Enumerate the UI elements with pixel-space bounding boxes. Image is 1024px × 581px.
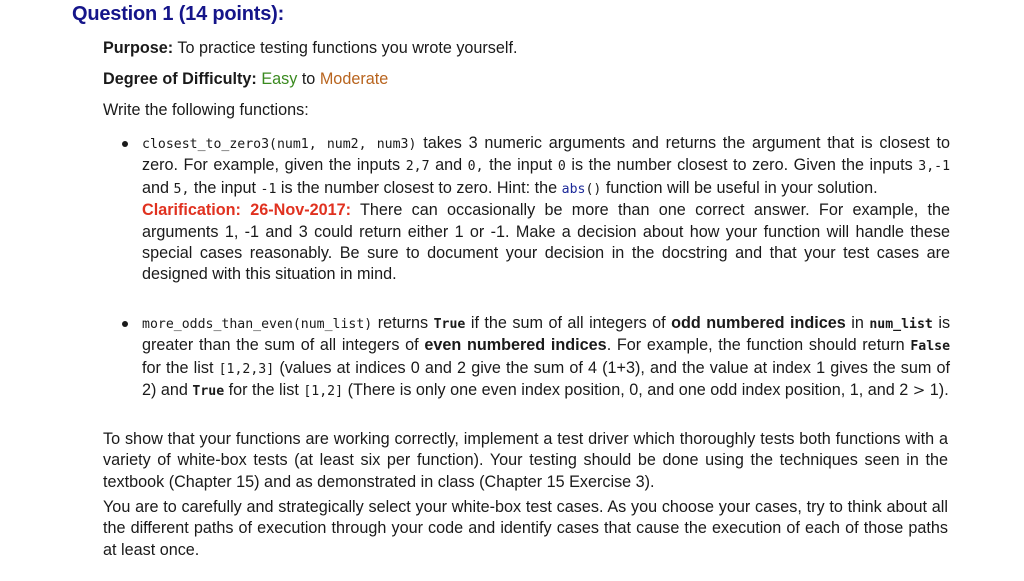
paragraph-white-box: You are to carefully and strategically select your white-box test cases. As you choose your cases, try to think about all the different paths of execution through your code and identify cases that cause the execution of each of those paths at least once. bbox=[103, 498, 948, 559]
bullet-dot-1 bbox=[122, 141, 128, 147]
bullet1-text: function will be useful in your solution. bbox=[605, 178, 878, 197]
bullet1-text: is the number closest to zero. Hint: the bbox=[280, 178, 558, 197]
bullet2-text: (values at indices 0 and 2 give the sum of 4 (1+3), and the value at index 1 gives the sum of 2) and bbox=[142, 358, 950, 400]
bullet1-text: and bbox=[435, 156, 463, 175]
code-num-list: num_list bbox=[869, 317, 933, 332]
code-inline: 0, bbox=[467, 159, 484, 175]
difficulty-easy: Easy bbox=[261, 70, 298, 88]
code-inline: 0 bbox=[557, 159, 566, 175]
code-parens: () bbox=[585, 181, 602, 197]
code-abs: abs bbox=[561, 181, 586, 197]
intro-text: Write the following functions: bbox=[103, 101, 309, 119]
bullet1-description bbox=[142, 133, 950, 200]
code-inline: 3,-1 bbox=[918, 159, 951, 175]
bullet2-text: for the list bbox=[142, 358, 214, 377]
difficulty-line bbox=[103, 69, 388, 90]
code-inline: -1 bbox=[260, 181, 277, 197]
code-list: [1,2,3] bbox=[218, 361, 275, 377]
code-false: False bbox=[910, 339, 951, 355]
bullet2-text: (There is only one even index position, 0, and one odd index position, 1, and 2 bbox=[347, 381, 909, 400]
difficulty-to: to bbox=[301, 70, 316, 88]
bullet2-text: if the sum of all integers of bbox=[470, 314, 666, 332]
bullet1-text: takes 3 numeric arguments and returns the argument that is closest to zero. For example, given the inputs bbox=[142, 134, 950, 175]
purpose-line bbox=[103, 38, 518, 59]
bullet1-text: the input bbox=[489, 156, 553, 175]
clarification-text: There can occasionally be more than one correct answer. For example, the arguments 1, -1 and 3 could return either 1 or -1. Make a decision about how your function will handle these special cases reasonably. Be sure to document your decision in the docstring and that your test cases are designed with this situation in mind. bbox=[142, 201, 950, 284]
bullet2-text: returns bbox=[377, 314, 429, 332]
code-true: True bbox=[433, 317, 466, 332]
bullet1-text: the input bbox=[193, 178, 257, 197]
bullet-dot-2 bbox=[122, 321, 128, 327]
bullet1-text: and bbox=[142, 178, 170, 197]
code-list: [1,2] bbox=[303, 384, 344, 400]
code-inline: 2,7 bbox=[405, 159, 430, 175]
purpose-label: Purpose: bbox=[103, 39, 174, 57]
bullet2-text: for the list bbox=[228, 381, 299, 400]
code-signature-more-odds: more_odds_than_even(num_list) bbox=[142, 317, 373, 332]
bullet-more-odds-than-even bbox=[142, 313, 950, 403]
greater-than-symbol: > bbox=[912, 381, 926, 400]
code-inline: 5, bbox=[173, 181, 190, 197]
clarification-label: Clarification: 26-Nov-2017: bbox=[142, 201, 352, 220]
bullet2-text: in bbox=[851, 314, 864, 332]
emphasis-even-indices: even numbered indices bbox=[424, 336, 607, 355]
bullet-closest-to-zero bbox=[142, 133, 950, 286]
code-signature-closest: closest_to_zero3(num1, num2, num3) bbox=[142, 137, 417, 152]
bullet2-text: is greater than the sum of all integers of bbox=[142, 314, 951, 355]
emphasis-odd-indices: odd numbered indices bbox=[671, 314, 846, 332]
difficulty-label: Degree of Difficulty: bbox=[103, 70, 257, 88]
purpose-text: To practice testing functions you wrote yourself. bbox=[177, 39, 518, 57]
clarification-block bbox=[142, 200, 950, 286]
paragraph-testing: To show that your functions are working correctly, implement a test driver which thoroughly tests both functions with a variety of white-box tests (at least six per function). Your testing should be done using the techniques seen in the textbook (Chapter 15) and as demonstrated in class (Chapter 15 Exercise 3). bbox=[103, 430, 948, 491]
difficulty-moderate: Moderate bbox=[319, 70, 389, 88]
bullet2-text: . For example, the function should return bbox=[606, 336, 905, 355]
code-true: True bbox=[192, 384, 225, 400]
question-title: Question 1 (14 points): bbox=[72, 3, 285, 25]
bullet1-text: is the number closest to zero. Given the inputs bbox=[571, 156, 913, 175]
bullet2-text: 1). bbox=[929, 381, 949, 400]
